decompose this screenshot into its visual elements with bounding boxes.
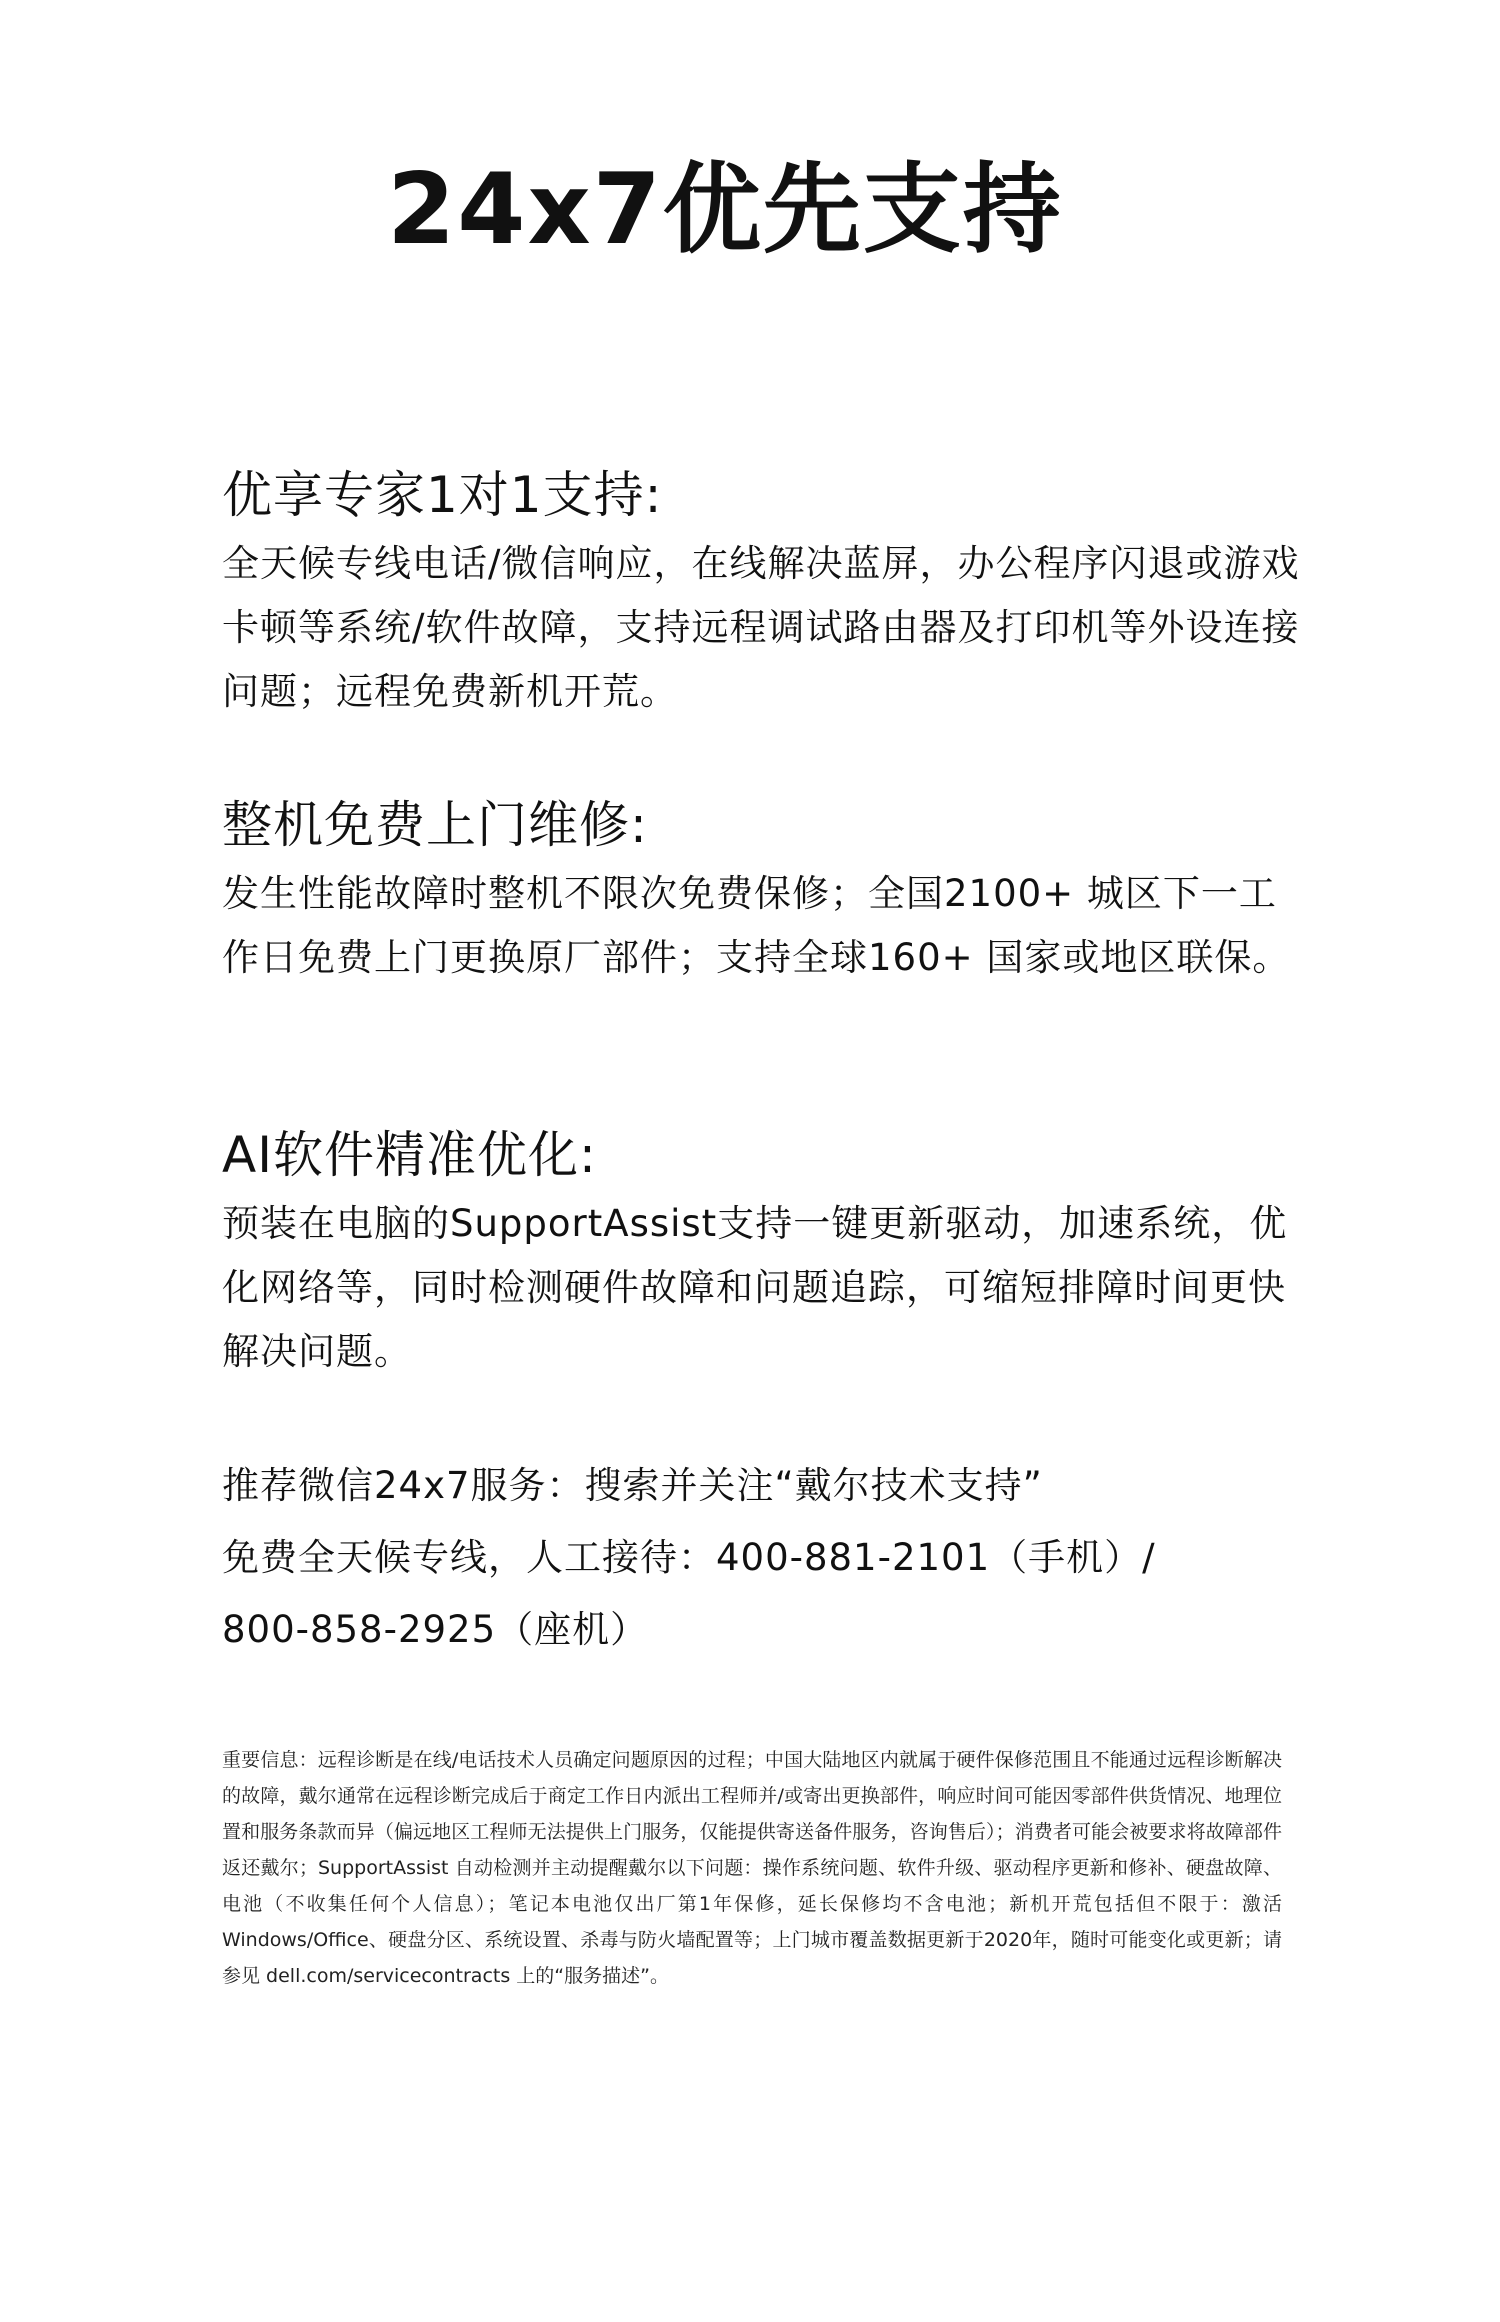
landline-number: 800-858-2925（座机） <box>222 1608 649 1651</box>
hotline-line: 免费全天候专线，人工接待：400-881-2101（手机）/ <box>222 1536 1156 1579</box>
section-ai-optimization <box>222 1120 1302 1384</box>
section-heading: 整机免费上门维修: <box>222 796 648 854</box>
disclaimer-text: 重要信息：远程诊断是在线/电话技术人员确定问题原因的过程；中国大陆地区内就属于硬件保修范围且不能通过远程诊断解决的故障，戴尔通常在远程诊断完成后于商定工作日内派出工程师并/或寄出更换部件，响应时间可能因零部件供货情况、地理位置和服务条款而异（偏远地区工程师无法提供上门服务，仅能提供寄送备件服务，咨询售后）；消费者可能会被要求将故障部件返还戴尔；SupportAssist 自动检测并主动提醒戴尔以下问题：操作系统问题、软件升级、驱动程序更新和修补、硬盘故障、电池（不收集任何个人信息）；笔记本电池仅出厂第1年保修，延长保修均不含电池；新机开荒包括但不限于：激活Windows/Office、硬盘分区、系统设置、杀毒与防火墙配置等；上门城市覆盖数据更新于2020年，随时可能变化或更新；请参见 dell.com/servicecontracts 上的“服务描述”。 <box>222 1749 1282 1987</box>
section-onsite-repair <box>222 790 1302 990</box>
contact-block <box>222 1450 1302 1666</box>
section-heading: 优享专家1对1支持: <box>222 466 663 524</box>
page-title: 24x7优先支持 <box>387 153 1063 267</box>
wechat-service-line: 推荐微信24x7服务：搜索并关注“戴尔技术支持” <box>222 1464 1043 1507</box>
section-body: 全天候专线电话/微信响应，在线解决蓝屏，办公程序闪退或游戏卡顿等系统/软件故障，支持远程调试路由器及打印机等外设连接问题；远程免费新机开荒。 <box>222 542 1300 713</box>
section-body: 发生性能故障时整机不限次免费保修；全国2100+ 城区下一工作日免费上门更换原厂部件；支持全球160+ 国家或地区联保。 <box>222 872 1291 979</box>
section-body: 预装在电脑的SupportAssist支持一键更新驱动，加速系统，优化网络等，同时检测硬件故障和问题追踪，可缩短排障时间更快解决问题。 <box>222 1202 1288 1373</box>
section-heading: AI软件精准优化: <box>222 1126 597 1184</box>
section-expert-support <box>222 460 1302 724</box>
